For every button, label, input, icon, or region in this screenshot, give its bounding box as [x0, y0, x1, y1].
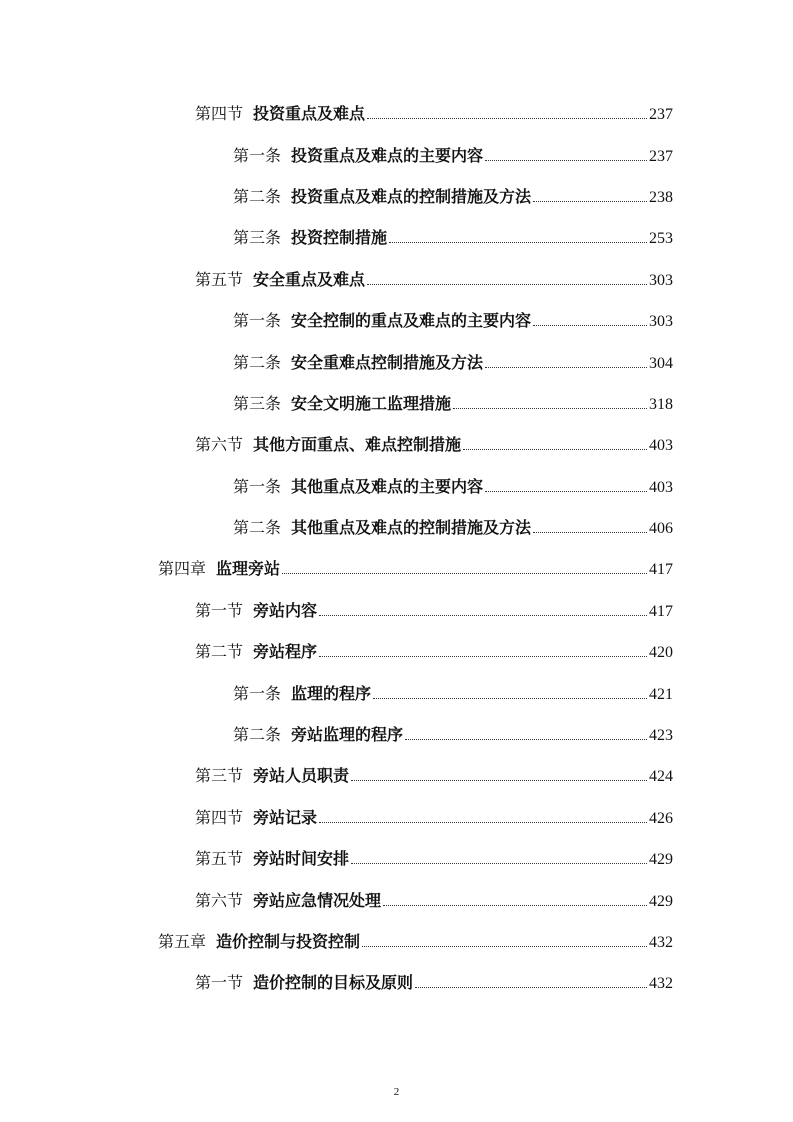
toc-entry-number: 第二条 — [233, 352, 282, 372]
table-of-contents — [0, 92, 793, 1003]
toc-entry-title: 旁站监理的程序 — [291, 725, 404, 745]
toc-entry-title: 造价控制的目标及原则 — [253, 973, 414, 993]
toc-entry-page: 423 — [649, 727, 673, 745]
toc-entry[interactable] — [0, 133, 793, 174]
toc-entry-title: 旁站程序 — [253, 642, 318, 662]
toc-entry-title: 其他方面重点、难点控制措施 — [253, 435, 462, 455]
dot-leader — [282, 572, 647, 574]
toc-entry-number: 第四节 — [195, 807, 244, 827]
toc-entry-number: 第二条 — [233, 725, 282, 745]
toc-entry-title: 旁站应急情况处理 — [253, 890, 382, 910]
toc-entry-page: 318 — [649, 395, 673, 413]
toc-entry-page: 421 — [649, 685, 673, 703]
toc-entry-page: 426 — [649, 809, 673, 827]
toc-entry[interactable] — [0, 258, 793, 299]
dot-leader — [319, 614, 647, 616]
toc-entry[interactable] — [0, 216, 793, 257]
toc-entry-page: 237 — [649, 106, 673, 124]
toc-entry[interactable] — [0, 506, 793, 547]
dot-leader — [351, 862, 647, 864]
dot-leader — [463, 448, 647, 450]
toc-entry-number: 第二条 — [233, 518, 282, 538]
dot-leader — [367, 117, 647, 119]
toc-entry-page: 403 — [649, 437, 673, 455]
toc-entry-number: 第二节 — [195, 642, 244, 662]
toc-entry[interactable] — [0, 961, 793, 1002]
toc-entry[interactable] — [0, 630, 793, 671]
toc-entry[interactable] — [0, 465, 793, 506]
dot-leader — [351, 779, 647, 781]
toc-entry-number: 第五节 — [195, 269, 244, 289]
toc-entry-number: 第六节 — [195, 890, 244, 910]
toc-entry-title: 监理的程序 — [291, 683, 372, 703]
toc-entry[interactable] — [0, 796, 793, 837]
toc-entry[interactable] — [0, 175, 793, 216]
toc-entry-title: 监理旁站 — [216, 559, 281, 579]
dot-leader — [485, 366, 647, 368]
toc-entry-title: 旁站记录 — [253, 807, 318, 827]
toc-entry-title: 投资重点及难点的主要内容 — [291, 145, 484, 165]
toc-entry-page: 304 — [649, 354, 673, 372]
dot-leader — [485, 490, 647, 492]
toc-entry-title: 安全控制的重点及难点的主要内容 — [291, 311, 532, 331]
toc-entry-page: 303 — [649, 313, 673, 331]
dot-leader — [389, 241, 647, 243]
toc-entry[interactable] — [0, 754, 793, 795]
toc-entry-number: 第二条 — [233, 186, 282, 206]
dot-leader — [453, 407, 647, 409]
toc-entry-title: 安全重难点控制措施及方法 — [291, 352, 484, 372]
toc-entry[interactable] — [0, 340, 793, 381]
toc-entry-number: 第一条 — [233, 311, 282, 331]
toc-entry-page: 432 — [649, 975, 673, 993]
toc-entry[interactable] — [0, 920, 793, 961]
toc-entry[interactable] — [0, 713, 793, 754]
toc-entry-page: 420 — [649, 644, 673, 662]
dot-leader — [415, 986, 647, 988]
toc-entry[interactable] — [0, 299, 793, 340]
toc-entry-number: 第一条 — [233, 683, 282, 703]
toc-entry-number: 第四节 — [195, 104, 244, 124]
toc-entry-page: 432 — [649, 934, 673, 951]
toc-entry-number: 第四章 — [158, 559, 207, 579]
toc-entry-number: 第三节 — [195, 766, 244, 786]
toc-entry-title: 安全文明施工监理措施 — [291, 393, 452, 413]
toc-entry-number: 第三条 — [233, 393, 282, 413]
toc-entry-page: 429 — [649, 892, 673, 910]
dot-leader — [533, 200, 647, 202]
toc-entry[interactable] — [0, 589, 793, 630]
dot-leader — [373, 697, 647, 699]
toc-entry-page: 429 — [649, 851, 673, 869]
toc-entry-page: 406 — [649, 520, 673, 538]
toc-entry-page: 253 — [649, 230, 673, 248]
toc-entry-title: 旁站内容 — [253, 600, 318, 620]
toc-entry-title: 其他重点及难点的主要内容 — [291, 476, 484, 496]
toc-entry-title: 投资控制措施 — [291, 228, 388, 248]
toc-entry-number: 第五章 — [158, 932, 207, 951]
dot-leader — [533, 531, 647, 533]
toc-entry-number: 第一条 — [233, 476, 282, 496]
dot-leader — [383, 904, 647, 906]
toc-entry-title: 造价控制与投资控制 — [216, 932, 361, 951]
toc-entry-page: 403 — [649, 478, 673, 496]
toc-entry[interactable] — [0, 382, 793, 423]
toc-entry[interactable] — [0, 92, 793, 133]
dot-leader — [367, 283, 647, 285]
toc-entry-title: 旁站时间安排 — [253, 849, 350, 869]
toc-entry-page: 238 — [649, 188, 673, 206]
toc-entry-page: 237 — [649, 147, 673, 165]
toc-entry-title: 投资重点及难点的控制措施及方法 — [291, 186, 532, 206]
toc-entry[interactable] — [0, 837, 793, 878]
toc-entry-title: 安全重点及难点 — [253, 269, 366, 289]
toc-entry-title: 投资重点及难点 — [253, 104, 366, 124]
toc-entry-page: 417 — [649, 561, 673, 579]
toc-entry[interactable] — [0, 423, 793, 464]
toc-entry-title: 其他重点及难点的控制措施及方法 — [291, 518, 532, 538]
dot-leader — [485, 159, 647, 161]
dot-leader — [319, 655, 647, 657]
toc-entry-page: 303 — [649, 271, 673, 289]
page-number: 2 — [393, 1086, 400, 1098]
toc-entry-page: 417 — [649, 602, 673, 620]
toc-entry-title: 旁站人员职责 — [253, 766, 350, 786]
toc-entry[interactable] — [0, 671, 793, 712]
toc-entry-number: 第一节 — [195, 600, 244, 620]
toc-entry-number: 第一条 — [233, 145, 282, 165]
toc-entry-number: 第六节 — [195, 435, 244, 455]
toc-entry-page: 424 — [649, 768, 673, 786]
toc-entry-number: 第一节 — [195, 973, 244, 993]
toc-entry[interactable] — [0, 547, 793, 588]
toc-entry[interactable] — [0, 878, 793, 919]
toc-entry-number: 第五节 — [195, 849, 244, 869]
dot-leader — [533, 324, 647, 326]
dot-leader — [405, 738, 647, 740]
dot-leader — [319, 821, 647, 823]
toc-entry-number: 第三条 — [233, 228, 282, 248]
dot-leader — [362, 945, 647, 947]
